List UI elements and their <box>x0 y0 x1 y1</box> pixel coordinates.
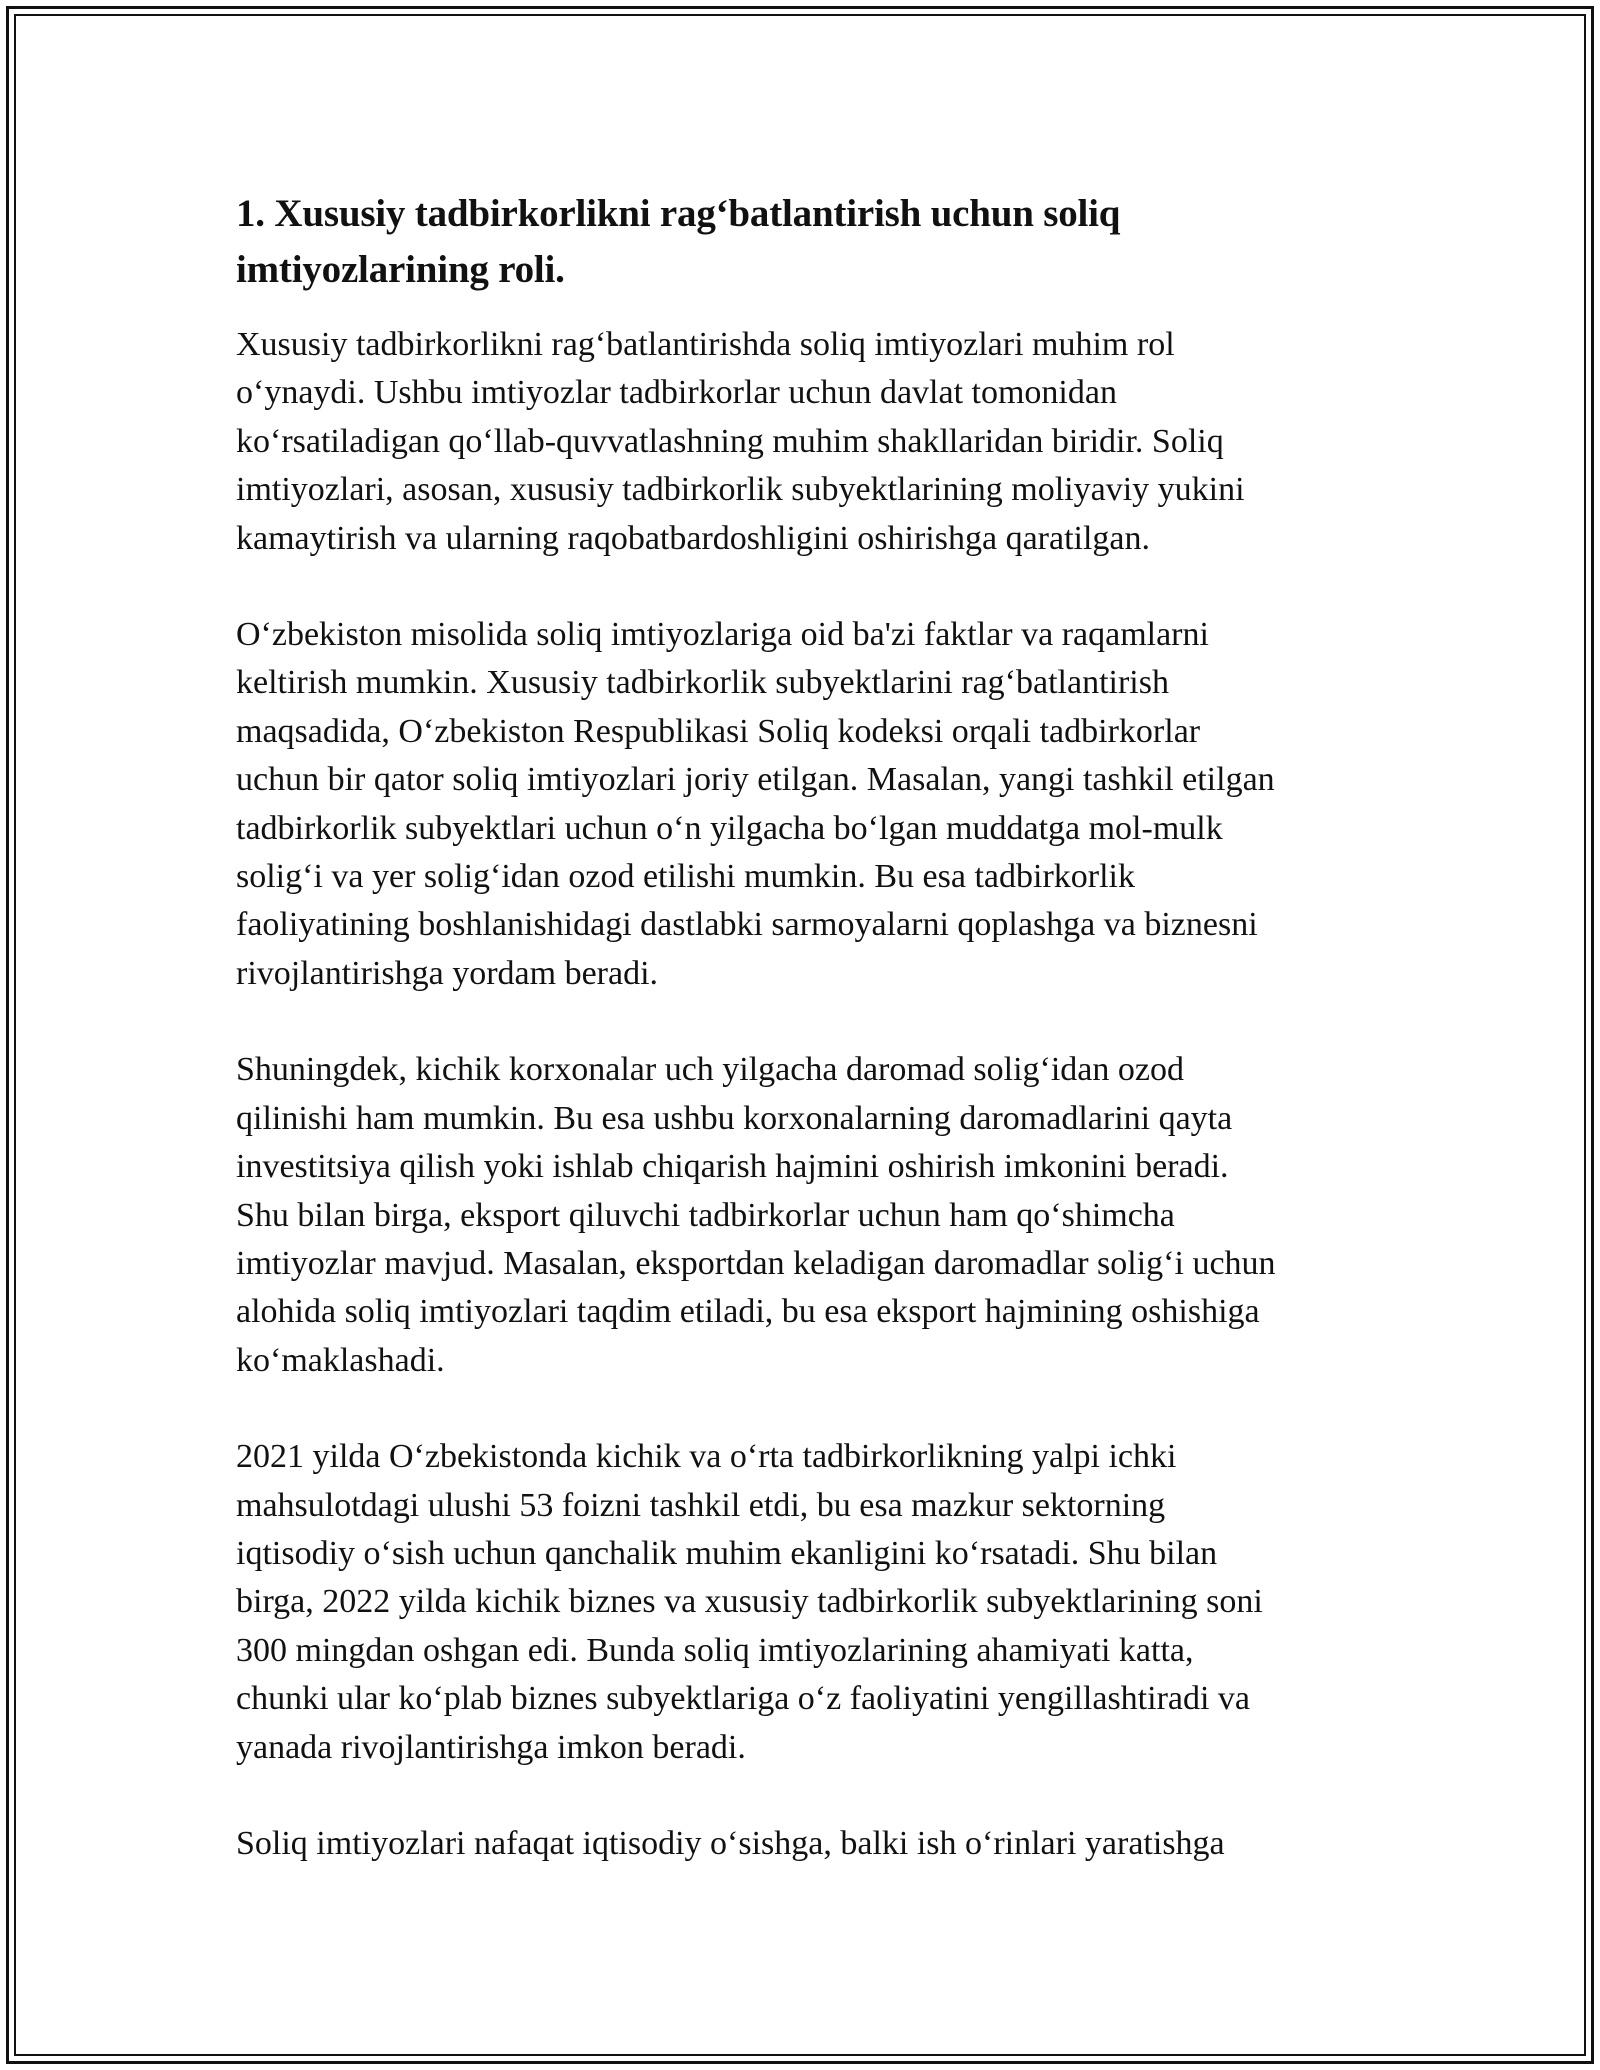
document-body <box>236 186 1366 1868</box>
paragraph-2: O‘zbekiston misolida soliq imtiyozlariga oid ba'zi faktlar va raqamlarni keltirish mumkin. Xususiy tadbirkorlik subyektlarini rag‘batlantirish maqsadida, O‘zbekiston Respublikasi Soliq kodeksi orqali tadbirkorlar uchun bir qator soliq imtiyozlari joriy etilgan. Masalan, yangi tashkil etilgan tadbirkorlik subyektlari uchun o‘n yilgacha bo‘lgan muddatga mol-mulk solig‘i va yer solig‘idan ozod etilishi mumkin. Bu esa tadbirkorlik faoliyatining boshlanishidagi dastlabki sarmoyalarni qoplashga va biznesni rivojlantirishga yordam beradi. <box>236 616 1275 992</box>
paragraph-1: Xususiy tadbirkorlikni rag‘batlantirishda soliq imtiyozlari muhim rol o‘ynaydi. Ushbu imtiyozlar tadbirkorlar uchun davlat tomonidan ko‘rsatiladigan qo‘llab-quvvatlashning muhim shakllaridan biridir. Soliq imtiyozlari, asosan, xususiy tadbirkorlik subyektlarining moliyaviy yukini kamaytirish va ularning raqobatbardoshligini oshirishga qaratilgan. <box>236 326 1245 557</box>
section-heading: 1. Xususiy tadbirkorlikni rag‘batlantirish uchun soliq imtiyozlarining roli. <box>236 192 1121 291</box>
paragraph-3: Shuningdek, kichik korxonalar uch yilgacha daromad solig‘idan ozod qilinishi ham mumkin. Bu esa ushbu korxonalarning daromadlarini qayta investitsiya qilish yoki ishlab chiqarish hajmini oshirish imkonini beradi. Shu bilan birga, eksport qiluvchi tadbirkorlar uchun ham qo‘shimcha imtiyozlar mavjud. Masalan, eksportdan keladigan daromadlar solig‘i uchun alohida soliq imtiyozlari taqdim etiladi, bu esa eksport hajmining oshishiga ko‘maklashadi. <box>236 1051 1276 1379</box>
paragraph-5: Soliq imtiyozlari nafaqat iqtisodiy o‘sishga, balki ish o‘rinlari yaratishga <box>236 1824 1225 1862</box>
paragraph-4: 2021 yilda O‘zbekistonda kichik va o‘rta tadbirkorlikning yalpi ichki mahsulotdagi ulushi 53 foizni tashkil etdi, bu esa mazkur sektorning iqtisodiy o‘sish uchun qanchalik muhim ekanligini ko‘rsatadi. Shu bilan birga, 2022 yilda kichik biznes va xususiy tadbirkorlik subyektlarining soni 300 mingdan oshgan edi. Bunda soliq imtiyozlarining ahamiyati katta, chunki ular ko‘plab biznes subyektlariga o‘z faoliyatini yengillashtiradi va yanada rivojlantirishga imkon beradi. <box>236 1438 1263 1766</box>
